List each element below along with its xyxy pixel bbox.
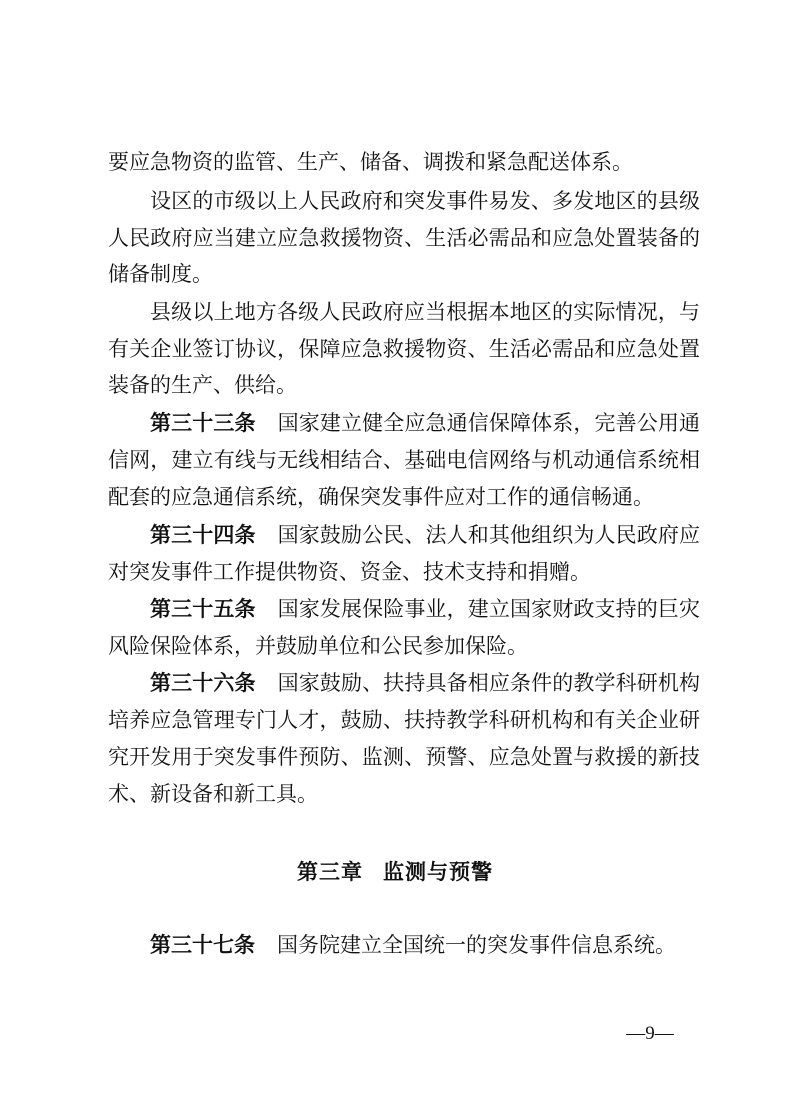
text-line: 培养应急管理专门人才，鼓励、扶持教学科研机构和有关企业研 — [108, 708, 700, 732]
text-line: 要应急物资的监管、生产、储备、调拨和紧急配送体系。 — [108, 150, 633, 174]
text-line: 储备制度。 — [108, 262, 213, 286]
chapter-title: 监测与预警 — [383, 860, 493, 884]
text-line: 县级以上地方各级人民政府应当根据本地区的实际情况，与 — [150, 300, 700, 324]
text-line: 风险保险体系，并鼓励单位和公民参加保险。 — [108, 634, 528, 658]
article-number: 第三十四条 — [150, 523, 256, 547]
text-line: 究开发用于突发事件预防、监测、预警、应急处置与救援的新技 — [108, 745, 700, 769]
article-number: 第三十六条 — [150, 671, 256, 695]
article-number: 第三十七条 — [150, 933, 255, 957]
page-number: —9— — [626, 1023, 674, 1044]
article-text: 国家发展保险事业，建立国家财政支持的巨灾 — [277, 597, 700, 621]
article-number: 第三十三条 — [150, 411, 256, 435]
article-text: 国家建立健全应急通信保障体系，完善公用通 — [277, 411, 700, 435]
text-line: 装备的生产、供给。 — [108, 373, 297, 397]
text-line: 设区的市级以上人民政府和突发事件易发、多发地区的县级 — [150, 189, 700, 213]
chapter-heading — [0, 855, 790, 889]
text-line: 有关企业签订协议，保障应急救援物资、生活必需品和应急处置 — [108, 337, 700, 361]
article-text: 国务院建立全国统一的突发事件信息系统。 — [277, 933, 676, 957]
chapter-number: 第三章 — [297, 860, 363, 884]
article-text: 国家鼓励、扶持具备相应条件的教学科研机构 — [277, 671, 700, 695]
text-line: 术、新设备和新工具。 — [108, 782, 318, 806]
article-number: 第三十五条 — [150, 597, 256, 621]
text-line: 人民政府应当建立应急救援物资、生活必需品和应急处置装备的 — [108, 226, 700, 250]
article-text: 国家鼓励公民、法人和其他组织为人民政府应 — [277, 523, 700, 547]
article-36-line — [150, 668, 700, 698]
article-34-line — [150, 520, 700, 550]
article-33-line — [150, 408, 700, 438]
article-37-line — [150, 930, 700, 960]
text-line: 配套的应急通信系统，确保突发事件应对工作的通信畅通。 — [108, 485, 654, 509]
text-line: 对突发事件工作提供物资、资金、技术支持和捐赠。 — [108, 560, 591, 584]
article-35-line — [150, 594, 700, 624]
text-line: 信网，建立有线与无线相结合、基础电信网络与机动通信系统相 — [108, 448, 700, 472]
